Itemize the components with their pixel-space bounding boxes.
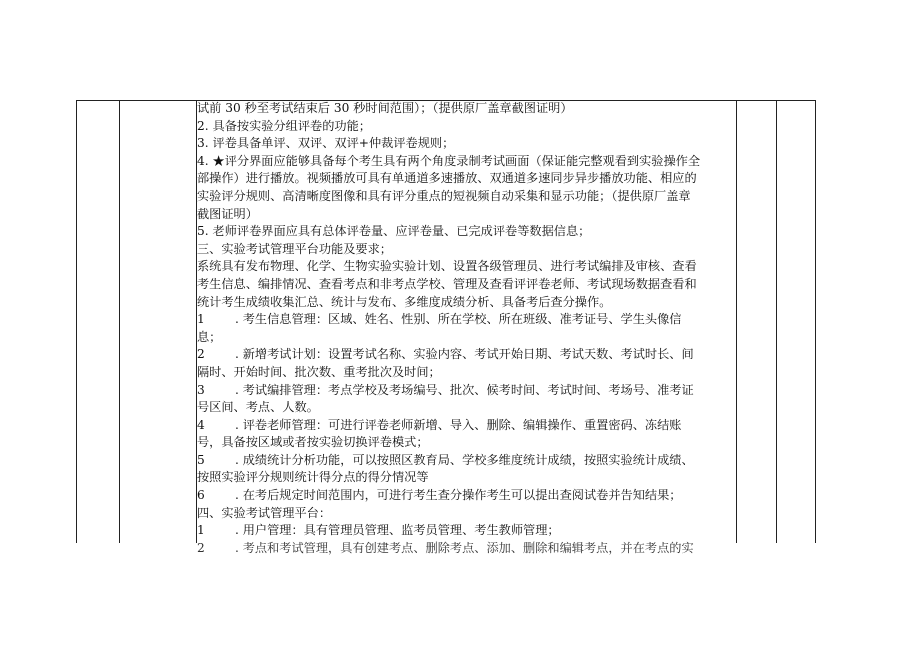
text-line: 号，具备按区域或者按实验切换评卷模式； (197, 435, 429, 450)
table-border-right (815, 100, 816, 543)
spec-table (76, 100, 816, 555)
text-line: 5. 老师评卷界面应具有总体评卷量、应评卷量、已完成评卷等数据信息； (197, 224, 591, 239)
text-line: 2. 具备按实验分组评卷的功能； (197, 118, 371, 133)
section-heading: 三、实验考试管理平台功能及要求； (197, 241, 392, 256)
numbered-item-clipped: 2 . 考点和考试管理，具有创建考点、删除考点、添加、删除和编辑考点，并在考点的实 (197, 540, 694, 555)
column-divider (119, 100, 120, 543)
text-line: 试前 30 秒至考试结束后 30 秒时间范围）；（提供原厂盖章截图证明） (197, 101, 573, 115)
text-line: 按照实验评分规则统计得分点的得分情况等 (197, 470, 429, 485)
section-heading: 四、实验考试管理平台： (197, 505, 332, 520)
numbered-item: 3 . 考试编排管理：考点学校及考场编号、批次、候考时间、考试时间、考场号、准考证 (197, 382, 694, 397)
text-line: 部操作）进行播放。视频播放可具有单通道多速播放、双通道多速同步异步播放功能、相应的 (197, 171, 697, 186)
text-line: 号区间、考点、人数。 (197, 400, 319, 415)
text-line: 息； (197, 329, 222, 344)
text-line: 统计考生成绩收集汇总、统计与发布、多维度成绩分析、具备考后查分操作。 (197, 294, 612, 309)
text-line: 隔时、开始时间、批次数、重考批次及时间； (197, 364, 441, 379)
requirements-text (197, 100, 813, 557)
text-line: 3. 评卷具备单评、双评、双评+仲裁评卷规则； (197, 136, 455, 151)
text-line: 截图证明） (197, 206, 258, 221)
numbered-item: 2 . 新增考试计划：设置考试名称、实验内容、考试开始日期、考试天数、考试时长、间 (197, 347, 694, 362)
table-border-left (76, 100, 77, 543)
text-line: 4. ★评分界面应能够具备每个考生具有两个角度录制考试画面（保证能完整观看到实验操作全 (197, 153, 701, 168)
text-line: 系统具有发布物理、化学、生物实验实验计划、设置各级管理员、进行考试编排及审核、查看 (197, 259, 697, 274)
numbered-item: 6 . 在考后规定时间范围内，可进行考生查分操作考生可以提出查阅试卷并告知结果； (197, 488, 682, 503)
numbered-item: 1 . 考生信息管理：区域、姓名、性别、所在学校、所在班级、准考证号、学生头像信 (197, 312, 682, 327)
numbered-item: 4 . 评卷老师管理：可进行评卷老师新增、导入、删除、编辑操作、重置密码、冻结账 (197, 417, 682, 432)
text-line: 实验评分规则、高清晰度图像和具有评分重点的短视频自动采集和显示功能；（提供原厂盖章 (197, 188, 691, 203)
numbered-item: 1 . 用户管理：具有管理员管理、监考员管理、考生教师管理； (197, 523, 560, 538)
text-line: 考生信息、编排情况、查看考点和非考点学校、管理及查看评评卷老师、考试现场数据查看和 (197, 276, 697, 291)
numbered-item: 5 . 成绩统计分析功能，可以按照区教育局、学校多维度统计成绩，按照实验统计成绩、 (197, 452, 694, 467)
